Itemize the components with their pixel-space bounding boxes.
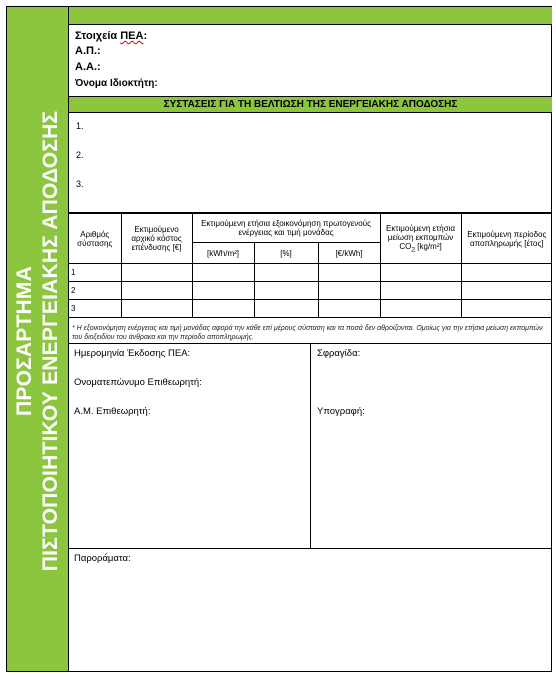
info-section (69, 25, 552, 97)
table-cell[interactable] (121, 300, 192, 318)
row-number: 1 (69, 264, 121, 282)
info-title-abbr: ΠΕΑ (120, 30, 144, 42)
table-cell[interactable] (192, 264, 254, 282)
info-aa-field[interactable]: Α.Α.: (75, 61, 101, 73)
inspector-am-label[interactable]: Α.Μ. Επιθεωρητή: (74, 406, 151, 417)
sidebar-title (12, 111, 64, 571)
content-area (69, 7, 552, 671)
col-header-pct: [%] (254, 243, 318, 264)
table-cell[interactable] (380, 264, 461, 282)
recommendations-list (69, 113, 552, 213)
col-header-co2-unit: [kg/m²] (417, 241, 442, 251)
table-cell[interactable] (318, 300, 380, 318)
col-header-kwh: [kWh/m²] (192, 243, 254, 264)
inspector-name-label[interactable]: Ονοματεπώνυμο Επιθεωρητή: (74, 377, 202, 388)
col-header-co2-text: Εκτιμούμενη ετήσια μείωση εκπομπών CO (385, 223, 456, 251)
sidebar-band (7, 7, 69, 671)
table-cell[interactable] (461, 282, 552, 300)
recommendation-item-2[interactable]: 2. (76, 150, 84, 160)
row-number: 2 (69, 282, 121, 300)
info-title (75, 30, 147, 42)
table-row (69, 264, 552, 282)
table-cell[interactable] (254, 282, 318, 300)
sidebar-title-line1: ΠΡΟΣΑΡΤΗΜΑ (13, 266, 36, 416)
col-header-co2 (380, 214, 461, 264)
table-cell[interactable] (318, 282, 380, 300)
table-row (69, 300, 552, 318)
table-row (69, 282, 552, 300)
table-cell[interactable] (318, 264, 380, 282)
info-owner-field[interactable]: Όνομα Ιδιοκτήτη: (75, 78, 158, 89)
info-title-suffix: : (143, 30, 148, 42)
stamp-label[interactable]: Σφραγίδα: (317, 348, 361, 359)
recommendation-item-1[interactable]: 1. (76, 121, 84, 131)
table-cell[interactable] (254, 264, 318, 282)
table-cell[interactable] (254, 300, 318, 318)
signature-label[interactable]: Υπογραφή: (317, 406, 365, 417)
info-ap-field[interactable]: Α.Π.: (75, 45, 101, 57)
sidebar-title-line2: ΠΙΣΤΟΠΟΙΗΤΙΚΟΥ ΕΝΕΡΓΕΙΑΚΗΣ ΑΠΟΔΟΣΗΣ (39, 110, 62, 572)
recommendations-table (69, 213, 552, 318)
info-title-prefix: Στοιχεία (75, 30, 121, 42)
col-header-co2-sub: 2 (411, 246, 416, 254)
col-header-cost: Εκτιμούμενο αρχικό κόστος επένδυσης [€] (121, 214, 192, 264)
table-cell[interactable] (380, 282, 461, 300)
signature-divider (310, 344, 311, 548)
col-header-number: Αριθμός σύστασης (69, 214, 121, 264)
col-header-payback: Εκτιμούμενη περίοδος αποπληρωμής [έτος] (461, 214, 552, 264)
table-cell[interactable] (380, 300, 461, 318)
table-cell[interactable] (121, 282, 192, 300)
table-cell[interactable] (461, 300, 552, 318)
recommendation-item-3[interactable]: 3. (76, 179, 84, 189)
signature-section (69, 343, 552, 549)
table-cell[interactable] (121, 264, 192, 282)
table-cell[interactable] (461, 264, 552, 282)
recommendations-title: ΣΥΣΤΑΣΕΙΣ ΓΙΑ ΤΗ ΒΕΛΤΙΩΣΗ ΤΗΣ ΕΝΕΡΓΕΙΑΚΗΣ ΑΠΟΔΟΣΗΣ (69, 97, 552, 113)
table-cell[interactable] (192, 300, 254, 318)
table-footnote: * Η εξοικονόμηση ενέργειας και τιμή μονάδας αφορά την κάθε επί μέρους σύσταση και τα ποσά δεν αθροίζονται. Ομοίως για την ετήσια μείωση εκπομπών του διοξειδίου του άνθρακα και την περίοδο αποπληρωμής. (72, 325, 543, 341)
remarks-label[interactable]: Παρορά́ματα: (74, 553, 131, 564)
table-cell[interactable] (192, 282, 254, 300)
col-header-savings: Εκτιμούμενη ετήσια εξοικονόμηση πρωτογενούς ενέργειας και τιμή μονάδας (192, 214, 380, 243)
top-green-band (69, 7, 552, 25)
issue-date-label[interactable]: Ημερομηνία Έκδοσης ΠΕΑ: (74, 348, 191, 359)
row-number: 3 (69, 300, 121, 318)
col-header-eur: [€/kWh] (318, 243, 380, 264)
